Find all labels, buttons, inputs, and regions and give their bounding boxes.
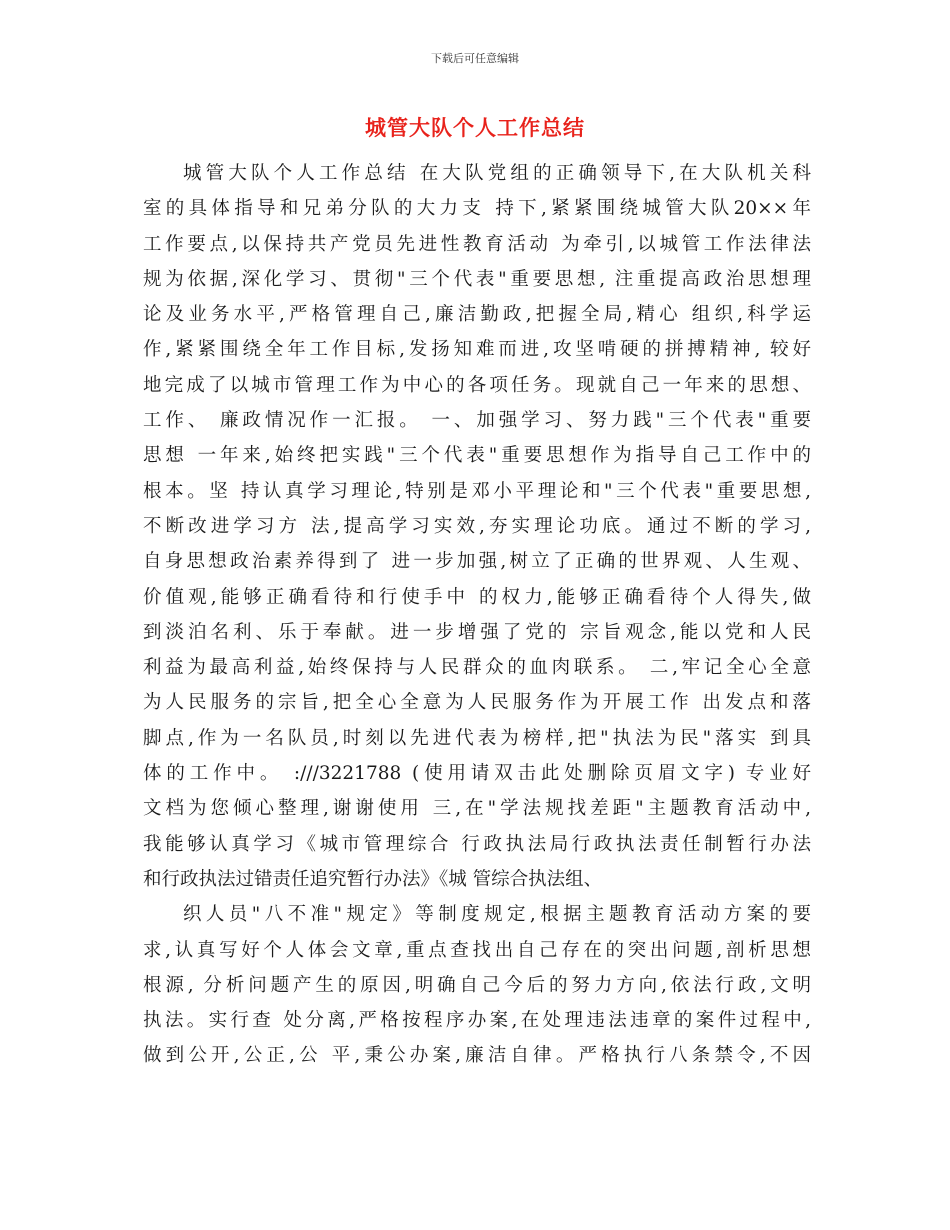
text-line: 根本。坚 持认真学习理论,特别是邓小平理论和"三个代表"重要思想, — [143, 480, 811, 502]
document-title: 城管大队个人工作总结 — [365, 116, 585, 140]
text-line: 为人民服务的宗旨,把全心全意为人民服务作为开展工作 出发点和落 — [143, 692, 811, 714]
text-line: 不断改进学习方 法,提高学习实效,夯实理论功底。通过不断的学习, — [143, 515, 811, 537]
text-line: 做到公开,公正,公 平,秉公办案,廉洁自律。严格执行八条禁令,不因 — [143, 1045, 811, 1067]
text-line: 地完成了以城市管理工作为中心的各项任务。现就自己一年来的思想、 — [143, 374, 811, 396]
text-line: 思想 一年来,始终把实践"三个代表"重要思想作为指导自己工作中的 — [143, 445, 811, 467]
page-header-note: 下载后可任意编辑 — [431, 52, 519, 65]
text-line: 工作、 廉政情况作一汇报。 一、加强学习、努力践"三个代表"重要 — [143, 410, 811, 432]
text-line: 脚点,作为一名队员,时刻以先进代表为榜样,把"执法为民"落实 到具 — [143, 727, 811, 749]
text-line: 求,认真写好个人体会文章,重点查找出自己存在的突出问题,剖析思想 — [143, 939, 811, 961]
text-line: 自身思想政治素养得到了 进一步加强,树立了正确的世界观、人生观、 — [143, 551, 811, 573]
text-line: 体的工作中。 :///3221788 (使用请双击此处删除页眉文字) 专业好 — [143, 763, 811, 785]
text-line: 论及业务水平,严格管理自己,廉洁勤政,把握全局,精心 组织,科学运 — [143, 304, 811, 326]
text-line: 我能够认真学习《城市管理综合 行政执法局行政执法责任制暂行办法 — [143, 833, 811, 855]
text-line: 和行政执法过错责任追究暂行办法》《城 管综合执法组、 — [143, 868, 603, 890]
text-line: 规为依据,深化学习、贯彻"三个代表"重要思想, 注重提高政治思想理 — [143, 268, 811, 290]
text-line: 价值观,能够正确看待和行使手中 的权力,能够正确看待个人得失,做 — [143, 586, 811, 608]
text-line: 作,紧紧围绕全年工作目标,发扬知难而进,攻坚啃硬的拼搏精神, 较好 — [143, 339, 811, 361]
text-line: 根源, 分析问题产生的原因,明确自己今后的努力方向,依法行政,文明 — [143, 974, 811, 996]
text-line: 文档为您倾心整理,谢谢使用 三,在"学法规找差距"主题教育活动中, — [143, 798, 811, 820]
text-line: 织人员"八不准"规定》等制度规定,根据主题教育活动方案的要 — [183, 904, 811, 926]
document-body — [143, 156, 811, 1074]
text-line: 利益为最高利益,始终保持与人民群众的血肉联系。 二,牢记全心全意 — [143, 657, 811, 679]
text-line: 城管大队个人工作总结 在大队党组的正确领导下,在大队机关科 — [183, 163, 811, 184]
text-line: 执法。实行查 处分离,严格按程序办案,在处理违法违章的案件过程中, — [143, 1010, 811, 1032]
text-line: 室的具体指导和兄弟分队的大力支 持下,紧紧围绕城管大队20××年 — [143, 198, 811, 220]
text-line: 工作要点,以保持共产党员先进性教育活动 为牵引,以城管工作法律法 — [143, 233, 811, 255]
text-line: 到淡泊名利、乐于奉献。进一步增强了党的 宗旨观念,能以党和人民 — [143, 621, 811, 643]
